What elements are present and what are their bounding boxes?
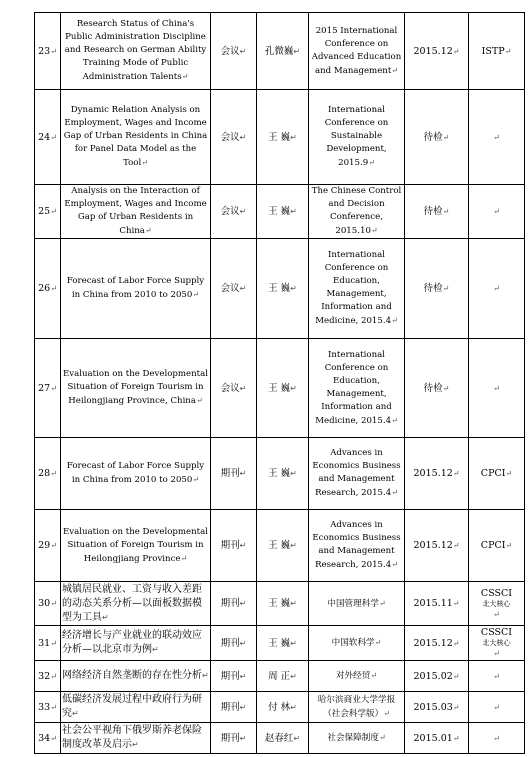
paragraph-mark-icon: ↵ (50, 207, 57, 216)
venue-cell (309, 510, 405, 582)
paragraph-mark-icon: ↵ (72, 709, 79, 718)
paragraph-mark-icon: ↵ (391, 65, 398, 75)
paragraph-mark-icon: ↵ (202, 671, 209, 680)
venue-cell (309, 692, 405, 723)
publish-date: 2015.03 (413, 701, 453, 713)
paragraph-mark-icon: ↵ (239, 469, 247, 478)
paragraph-mark-icon: ↵ (493, 132, 500, 142)
paragraph-mark-icon: ↵ (141, 158, 148, 167)
paragraph-mark-icon: ↵ (493, 207, 500, 216)
paragraph-mark-icon: ↵ (493, 702, 500, 712)
venue-cell (309, 438, 405, 510)
venue: 中国软科学 (331, 638, 375, 648)
venue: 社会保障制度 (327, 733, 379, 743)
paragraph-mark-icon: ↵ (452, 541, 460, 550)
venue-cell (309, 582, 405, 626)
publish-date-cell (405, 239, 469, 339)
publish-date: 待检 (423, 283, 443, 294)
author-cell (257, 582, 309, 626)
paper-title-cell (61, 13, 211, 90)
row-number: 29 (38, 540, 51, 551)
paragraph-mark-icon: ↵ (290, 671, 297, 681)
index-level-cell (469, 723, 525, 754)
publication-type: 会议 (220, 283, 240, 294)
publish-date-cell (405, 339, 469, 438)
venue: 对外经贸 (335, 671, 371, 681)
paragraph-mark-icon: ↵ (391, 415, 398, 425)
index-level-cell (469, 510, 525, 582)
author-cell (257, 239, 309, 339)
table-row (35, 339, 525, 438)
publication-type: 会议 (220, 45, 240, 57)
index-level: CSSCI (480, 627, 513, 638)
paper-title: Forecast of Labor Force Supply in China from 2010 to 2050 (66, 461, 205, 485)
table-row (35, 692, 525, 723)
paper-title: 网络经济自然垄断的存在性分析 (62, 670, 202, 681)
publication-type: 期刊 (220, 468, 240, 479)
paper-title-cell (61, 185, 211, 239)
author-cell (257, 626, 309, 661)
row-number-cell (35, 510, 61, 582)
row-number: 31 (38, 637, 51, 649)
row-number-cell (35, 239, 61, 339)
row-number: 28 (38, 468, 51, 479)
publication-type: 会议 (220, 131, 240, 143)
paragraph-mark-icon: ↵ (239, 383, 247, 393)
paragraph-mark-icon: ↵ (290, 383, 297, 393)
paragraph-mark-icon: ↵ (239, 132, 247, 142)
paragraph-mark-icon: ↵ (192, 475, 200, 484)
publish-date-cell (405, 13, 469, 90)
venue: 2015 International Conference on Advanced Education and Management (311, 25, 402, 76)
paragraph-mark-icon: ↵ (290, 638, 297, 648)
paragraph-mark-icon: ↵ (293, 46, 301, 56)
publish-date-cell (405, 626, 469, 661)
paragraph-mark-icon: ↵ (368, 158, 375, 167)
paragraph-mark-icon: ↵ (493, 649, 500, 658)
publication-table-body (35, 13, 525, 754)
paper-title: 经济增长与产业就业的联动效应分析—以北京市为例 (62, 630, 202, 655)
paper-title-cell (61, 339, 211, 438)
author: 王 巍 (268, 131, 291, 143)
row-number-cell (35, 438, 61, 510)
publish-date: 2015.12 (413, 540, 453, 551)
paper-title: 低碳经济发展过程中政府行为研究 (62, 694, 202, 719)
paragraph-mark-icon: ↵ (239, 207, 247, 216)
venue: International Conference on Education, Management, Information and Medicine, 2015.4 (315, 349, 392, 426)
paper-title-cell (61, 510, 211, 582)
publication-type-cell (211, 510, 257, 582)
index-level-cell (469, 582, 525, 626)
row-number: 27 (38, 382, 51, 394)
table-row (35, 90, 525, 185)
publish-date-cell (405, 438, 469, 510)
publish-date-cell (405, 185, 469, 239)
publish-date-cell (405, 692, 469, 723)
paragraph-mark-icon: ↵ (293, 733, 301, 743)
paragraph-mark-icon: ↵ (50, 469, 57, 478)
paragraph-mark-icon: ↵ (442, 284, 450, 293)
row-number: 30 (38, 598, 51, 609)
paragraph-mark-icon: ↵ (50, 702, 57, 712)
publication-type-cell (211, 723, 257, 754)
author-cell (257, 438, 309, 510)
index-sublevel: 北大核心 (482, 639, 511, 647)
paper-title: Dynamic Relation Analysis on Employment, Wages and Income Gap of Urban Residents in China for Panel Data Model as the Tool (63, 105, 208, 168)
paragraph-mark-icon: ↵ (378, 598, 386, 608)
table-row (35, 13, 525, 90)
author-cell (257, 692, 309, 723)
publication-type: 期刊 (220, 540, 240, 551)
row-number: 32 (38, 670, 51, 682)
author: 王 巍 (268, 382, 291, 394)
paragraph-mark-icon: ↵ (290, 132, 297, 142)
paragraph-mark-icon: ↵ (50, 671, 57, 681)
table-row (35, 626, 525, 661)
paragraph-mark-icon: ↵ (493, 609, 500, 619)
venue-cell (309, 661, 405, 692)
publication-type-cell (211, 661, 257, 692)
index-level: CPCI (480, 540, 506, 551)
paragraph-mark-icon: ↵ (374, 638, 382, 647)
publication-type-cell (211, 90, 257, 185)
publish-date: 待检 (423, 131, 443, 143)
publication-type-cell (211, 582, 257, 626)
paragraph-mark-icon: ↵ (493, 383, 500, 393)
index-level-cell (469, 90, 525, 185)
paragraph-mark-icon: ↵ (181, 72, 189, 81)
publish-date-cell (405, 90, 469, 185)
row-number-cell (35, 13, 61, 90)
publish-date: 2015.12 (413, 637, 453, 649)
publish-date: 2015.12 (413, 45, 453, 57)
paragraph-mark-icon: ↵ (132, 740, 139, 749)
publish-date-cell (405, 723, 469, 754)
paragraph-mark-icon: ↵ (452, 702, 460, 712)
paper-title-cell (61, 438, 211, 510)
venue: 中国管理科学 (327, 598, 379, 609)
paragraph-mark-icon: ↵ (442, 207, 450, 216)
venue: 哈尔滨商业大学学报（社会科学版） (317, 694, 396, 719)
publication-type-cell (211, 626, 257, 661)
paragraph-mark-icon: ↵ (152, 645, 159, 654)
venue: Advances in Economics Business and Management Research, 2015.4 (312, 520, 401, 570)
paragraph-mark-icon: ↵ (442, 383, 450, 393)
index-level-cell (469, 339, 525, 438)
paragraph-mark-icon: ↵ (50, 284, 57, 293)
publication-table-wrapper (34, 12, 524, 754)
paper-title-cell (61, 582, 211, 626)
paragraph-mark-icon: ↵ (370, 671, 378, 680)
paragraph-mark-icon: ↵ (239, 671, 247, 681)
publish-date-cell (405, 661, 469, 692)
publish-date: 2015.02 (413, 670, 453, 682)
paragraph-mark-icon: ↵ (493, 733, 500, 743)
paragraph-mark-icon: ↵ (290, 702, 297, 712)
row-number: 23 (38, 45, 51, 57)
paragraph-mark-icon: ↵ (180, 553, 188, 563)
paper-title-cell (61, 723, 211, 754)
author-cell (257, 723, 309, 754)
row-number: 25 (38, 206, 51, 217)
paper-title-cell (61, 90, 211, 185)
venue-cell (309, 185, 405, 239)
author: 周 正 (268, 670, 291, 682)
paper-title: Forecast of Labor Force Supply in China from 2010 to 2050 (66, 276, 205, 300)
paragraph-mark-icon: ↵ (239, 46, 247, 56)
paragraph-mark-icon: ↵ (50, 46, 57, 56)
paragraph-mark-icon: ↵ (505, 469, 513, 478)
index-sublevel: 北大核心 (482, 599, 511, 608)
paragraph-mark-icon: ↵ (239, 541, 247, 550)
index-level-cell (469, 626, 525, 661)
venue: The Chinese Control and Decision Conference, 2015.10 (311, 186, 402, 236)
venue-cell (309, 90, 405, 185)
paragraph-mark-icon: ↵ (378, 733, 386, 742)
publish-date-cell (405, 510, 469, 582)
paragraph-mark-icon: ↵ (505, 541, 513, 550)
paragraph-mark-icon: ↵ (239, 638, 247, 648)
author: 付 林 (268, 701, 291, 713)
paragraph-mark-icon: ↵ (50, 541, 57, 550)
paper-title: 城镇居民就业、工资与收入差距的动态关系分析—以面板数据模型为工具 (62, 583, 202, 623)
publication-type-cell (211, 438, 257, 510)
row-number-cell (35, 90, 61, 185)
table-row (35, 723, 525, 754)
author-cell (257, 90, 309, 185)
paper-title: Evaluation on the Developmental Situation of Foreign Tourism in Heilongjiang Province (63, 526, 208, 564)
paragraph-mark-icon: ↵ (391, 316, 398, 325)
publication-type: 期刊 (220, 732, 240, 744)
index-level: CSSCI (480, 587, 513, 599)
author: 王 巍 (268, 468, 291, 479)
venue-cell (309, 239, 405, 339)
paragraph-mark-icon: ↵ (391, 560, 398, 569)
author: 王 巍 (268, 283, 291, 294)
paper-title-cell (61, 661, 211, 692)
publish-date-cell (405, 582, 469, 626)
index-level-cell (469, 661, 525, 692)
table-row (35, 661, 525, 692)
table-row (35, 239, 525, 339)
publish-date: 2015.01 (413, 732, 453, 744)
paragraph-mark-icon: ↵ (239, 599, 247, 608)
author: 王 巍 (268, 540, 291, 551)
paragraph-mark-icon: ↵ (239, 702, 247, 712)
paragraph-mark-icon: ↵ (290, 469, 297, 478)
publication-type: 期刊 (220, 670, 240, 682)
paragraph-mark-icon: ↵ (290, 284, 297, 293)
venue-cell (309, 13, 405, 90)
index-level-cell (469, 239, 525, 339)
paragraph-mark-icon: ↵ (493, 671, 500, 681)
publish-date: 待检 (423, 206, 443, 217)
paragraph-mark-icon: ↵ (493, 284, 500, 293)
publish-date: 2015.12 (413, 468, 453, 479)
table-row (35, 510, 525, 582)
paragraph-mark-icon: ↵ (391, 488, 398, 497)
author-cell (257, 13, 309, 90)
row-number-cell (35, 723, 61, 754)
publication-table (34, 12, 525, 754)
table-row (35, 582, 525, 626)
publication-type: 期刊 (220, 701, 240, 713)
paragraph-mark-icon: ↵ (192, 290, 200, 299)
paragraph-mark-icon: ↵ (239, 733, 247, 743)
paragraph-mark-icon: ↵ (504, 46, 512, 56)
paragraph-mark-icon: ↵ (452, 733, 460, 743)
row-number: 24 (38, 131, 51, 143)
row-number-cell (35, 185, 61, 239)
paper-title-cell (61, 692, 211, 723)
paper-title-cell (61, 239, 211, 339)
publication-type: 期刊 (220, 637, 240, 649)
paper-title: 社会公平视角下俄罗斯养老保险制度改革及启示 (62, 725, 202, 750)
venue: Advances in Economics Business and Management Research, 2015.4 (312, 448, 401, 498)
paragraph-mark-icon: ↵ (50, 132, 57, 142)
publication-type-cell (211, 339, 257, 438)
index-level-cell (469, 13, 525, 90)
publication-type: 会议 (220, 206, 240, 217)
paragraph-mark-icon: ↵ (442, 132, 450, 142)
table-row (35, 438, 525, 510)
index-level: ISTP (481, 45, 505, 57)
venue: International Conference on Sustainable Development, 2015.9 (324, 105, 389, 168)
table-row (35, 185, 525, 239)
paragraph-mark-icon: ↵ (50, 599, 57, 608)
author: 孔微巍 (264, 45, 294, 57)
publication-type-cell (211, 239, 257, 339)
publish-date: 待检 (423, 382, 443, 394)
row-number-cell (35, 582, 61, 626)
author-cell (257, 661, 309, 692)
publication-type-cell (211, 185, 257, 239)
publish-date: 2015.11 (413, 598, 453, 609)
row-number: 34 (38, 732, 51, 744)
paragraph-mark-icon: ↵ (290, 599, 297, 608)
venue: International Conference on Education, Management, Information and Medicine, 2015.4 (315, 250, 392, 326)
author-cell (257, 510, 309, 582)
index-level-cell (469, 692, 525, 723)
author: 王 巍 (268, 206, 291, 217)
author: 赵春红 (264, 732, 294, 744)
publication-type: 期刊 (220, 598, 240, 609)
paragraph-mark-icon: ↵ (50, 733, 57, 743)
paragraph-mark-icon: ↵ (370, 226, 378, 235)
index-level: CPCI (480, 468, 506, 479)
paragraph-mark-icon: ↵ (383, 708, 390, 718)
paper-title-cell (61, 626, 211, 661)
paragraph-mark-icon: ↵ (144, 226, 152, 235)
index-level-cell (469, 438, 525, 510)
paragraph-mark-icon: ↵ (452, 638, 460, 648)
row-number-cell (35, 339, 61, 438)
paragraph-mark-icon: ↵ (452, 469, 460, 478)
venue-cell (309, 723, 405, 754)
paragraph-mark-icon: ↵ (290, 541, 297, 550)
row-number-cell (35, 692, 61, 723)
author: 王 巍 (268, 637, 291, 649)
paragraph-mark-icon: ↵ (239, 284, 247, 293)
author: 王 巍 (268, 598, 291, 609)
paper-title: Evaluation on the Developmental Situation of Foreign Tourism in Heilongjiang Province, China (63, 369, 208, 406)
paper-title: Research Status of China's Public Administration Discipline and Research on German Ability Training Mode of Public Administration Talents (64, 19, 207, 82)
paragraph-mark-icon: ↵ (195, 396, 203, 405)
publication-type: 会议 (220, 382, 240, 394)
paragraph-mark-icon: ↵ (452, 671, 460, 681)
author-cell (257, 185, 309, 239)
publication-type-cell (211, 13, 257, 90)
row-number-cell (35, 626, 61, 661)
publication-type-cell (211, 692, 257, 723)
row-number: 33 (38, 701, 51, 713)
index-level-cell (469, 185, 525, 239)
paragraph-mark-icon: ↵ (102, 612, 109, 622)
paragraph-mark-icon: ↵ (50, 638, 57, 648)
author-cell (257, 339, 309, 438)
row-number-cell (35, 661, 61, 692)
paragraph-mark-icon: ↵ (452, 46, 460, 56)
venue-cell (309, 339, 405, 438)
paper-title: Analysis on the Interaction of Employment, Wages and Income Gap of Urban Residents in China (64, 186, 207, 236)
paragraph-mark-icon: ↵ (290, 207, 297, 216)
row-number: 26 (38, 283, 51, 294)
venue-cell (309, 626, 405, 661)
paragraph-mark-icon: ↵ (50, 383, 57, 393)
paragraph-mark-icon: ↵ (452, 599, 460, 608)
